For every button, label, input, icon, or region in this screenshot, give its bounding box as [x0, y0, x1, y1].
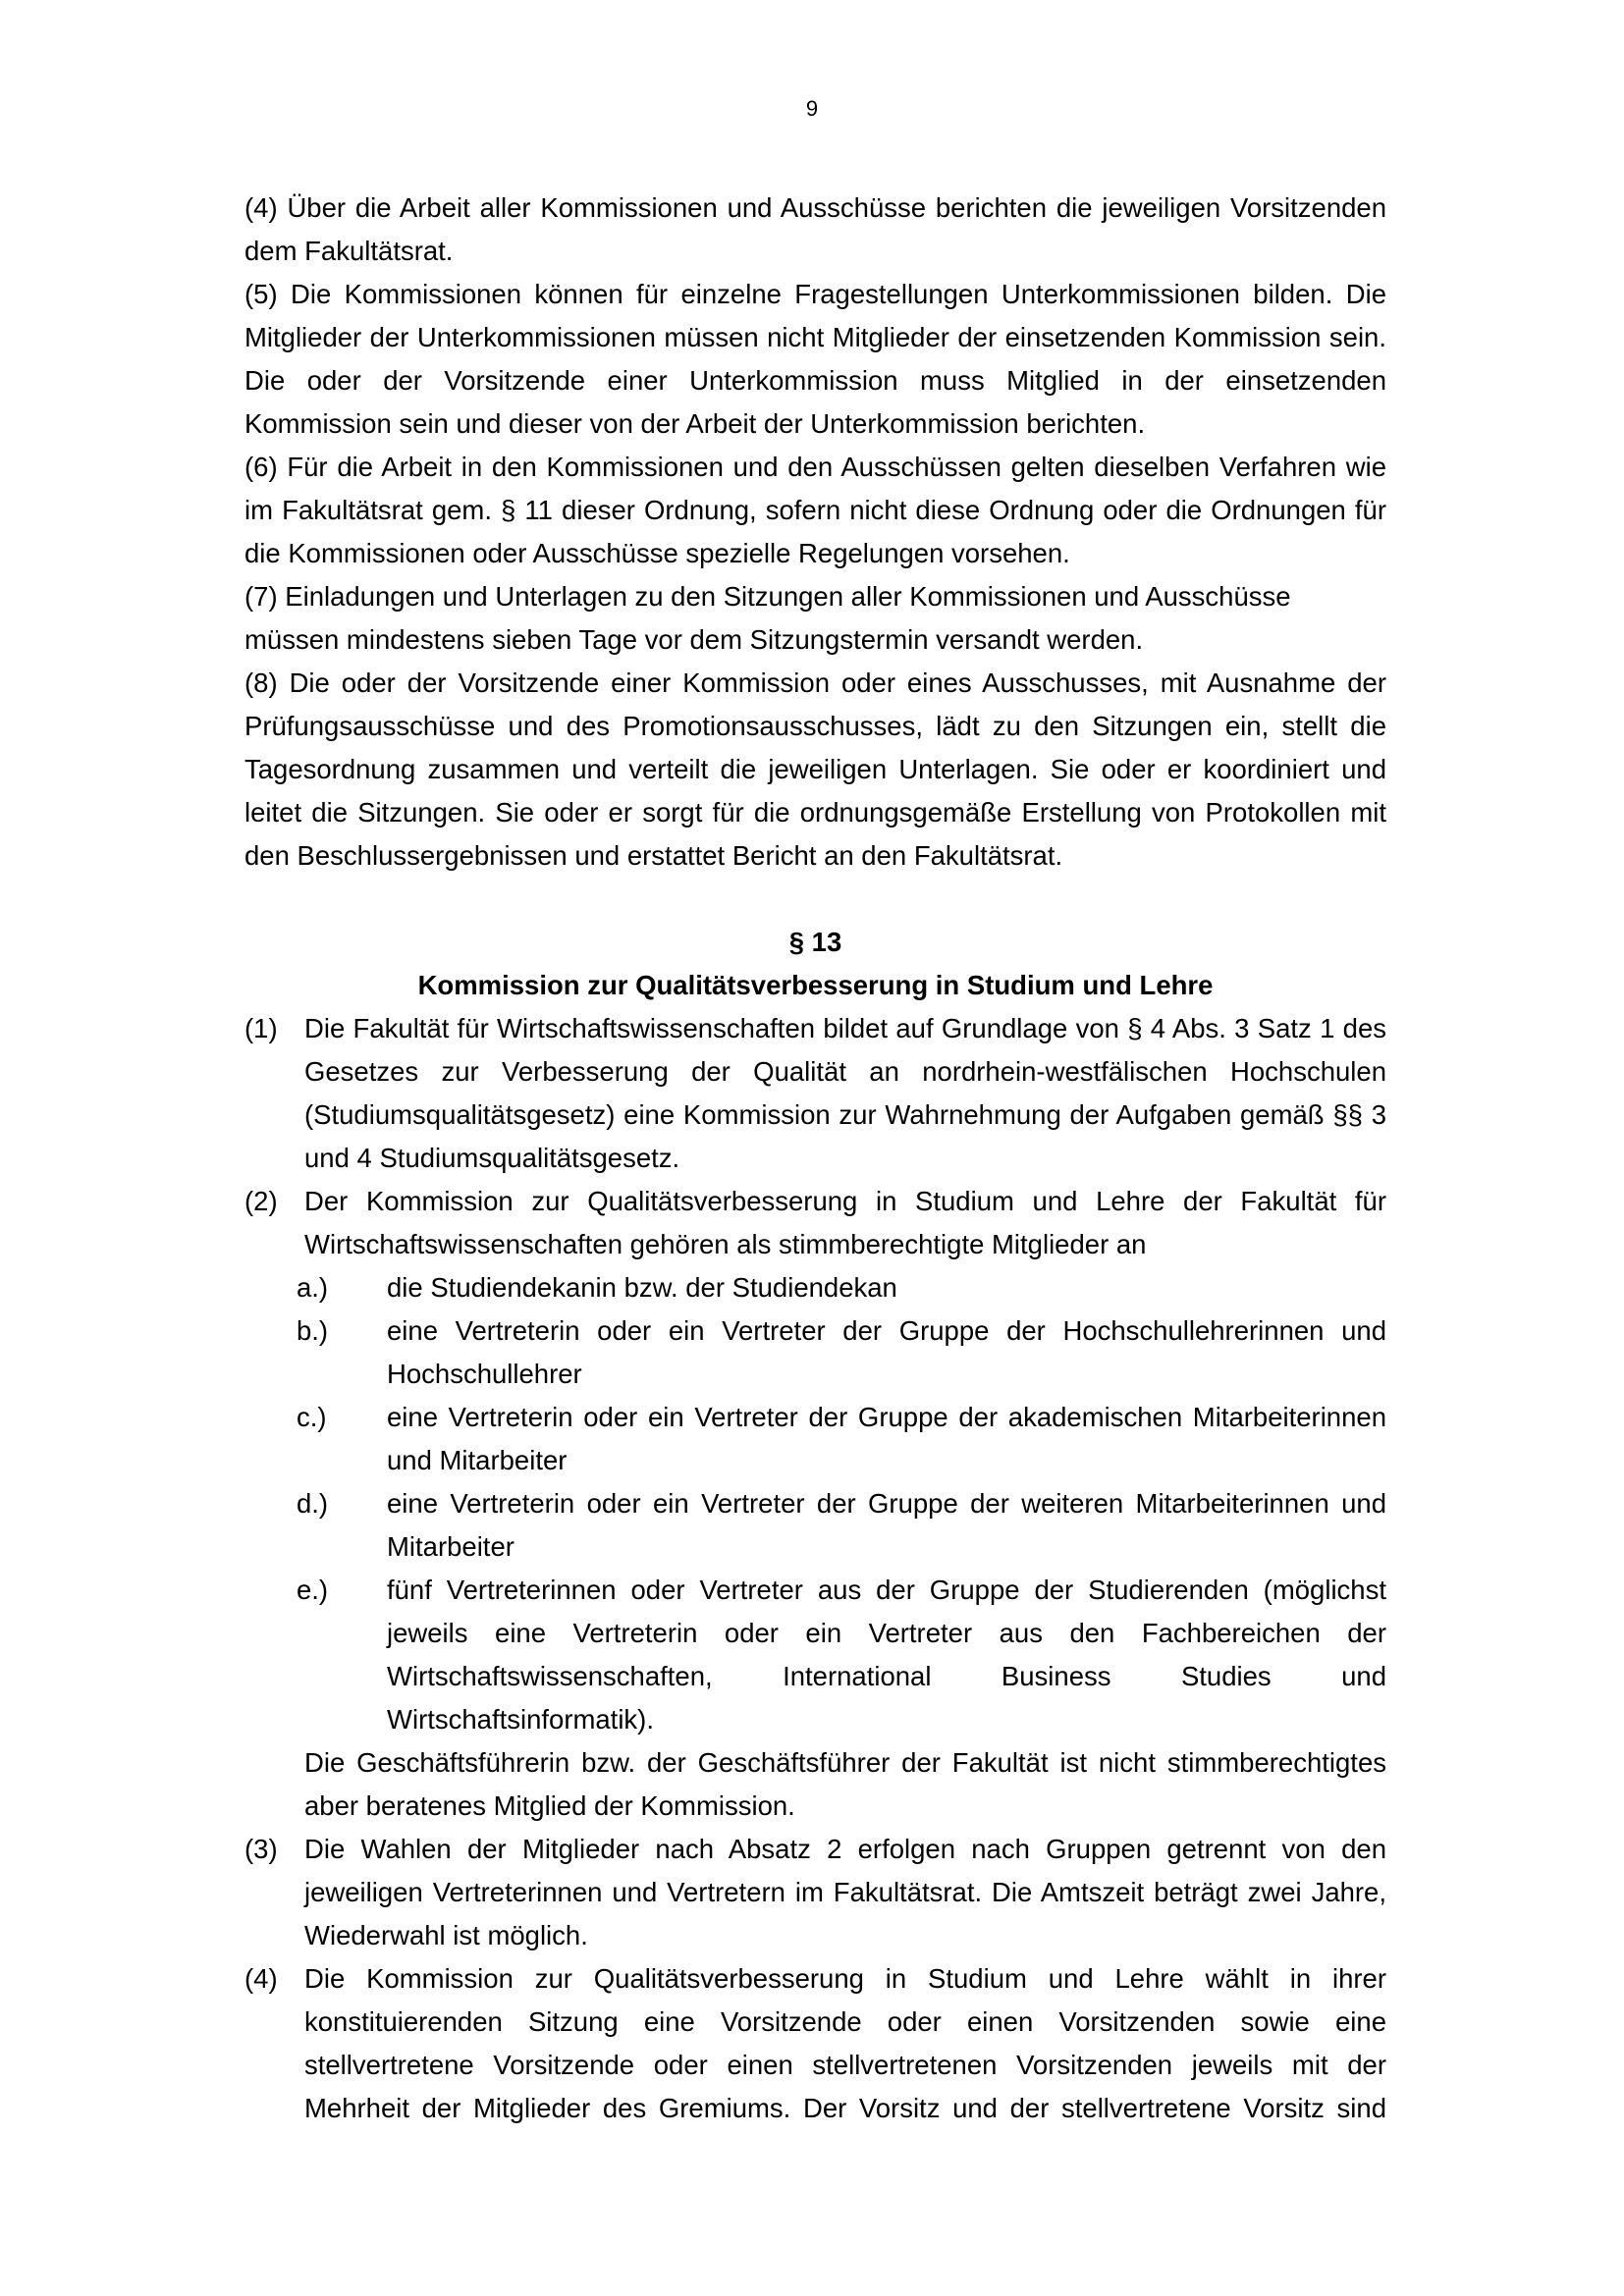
item-number: (1) — [244, 1013, 278, 1043]
sub-item-text-continued: Wirtschaftsinformatik). — [387, 1704, 654, 1735]
item-text: Die Kommission zur Qualitätsverbesserung in Studium und Lehre wählt in ihrer konstituierenden Sitzung eine Vorsitzende oder einen Vorsitzenden sowie eine stellvertretene Vorsitzende oder einen stellvertretenen Vorsitzenden jeweils mit der Mehrheit der Mitglieder des Gremiums. Der Vorsitz und der stellvertretene Vorsitz sind — [304, 1963, 1386, 2123]
section-item-1 — [244, 1007, 1386, 1180]
item-closing-text: Die Geschäftsführerin bzw. der Geschäftsführer der Fakultät ist nicht stimmberechtigtes aber beratenes Mitglied der Kommission. — [304, 1747, 1386, 1821]
sub-item-text: die Studiendekanin bzw. der Studiendekan — [387, 1272, 897, 1303]
item-body — [297, 1180, 1386, 1828]
sub-item-number: c.) — [297, 1402, 327, 1432]
document-body — [244, 187, 1386, 2130]
sub-item-text: eine Vertreterin oder ein Vertreter der Gruppe der Hochschullehrerinnen und Hochschullehrer — [387, 1315, 1386, 1389]
paragraph-4: (4) Über die Arbeit aller Kommissionen und Ausschüsse berichten die jeweiligen Vorsitzenden dem Fakultätsrat. — [244, 192, 1386, 266]
paragraph-8: (8) Die oder der Vorsitzende einer Kommission oder eines Ausschusses, mit Ausnahme der Prüfungsausschüsse und des Promotionsausschusses, lädt zu den Sitzungen ein, stellt die Tagesordnung zusammen und verteilt die jeweiligen Unterlagen. Sie oder er koordiniert und leitet die Sitzungen. Sie oder er sorgt für die ordnungsgemäße Erstellung von Protokollen mit den Beschlussergebnissen und erstattet Bericht an den Fakultätsrat. — [244, 667, 1386, 871]
sub-item-text: eine Vertreterin oder ein Vertreter der Gruppe der weiteren Mitarbeiterinnen und Mitarbeiter — [387, 1488, 1386, 1562]
section-heading — [244, 921, 1386, 1007]
paragraph-7: (7) Einladungen und Unterlagen zu den Sitzungen aller Kommissionen und Ausschüsse müssen mindestens sieben Tage vor dem Sitzungstermin versandt werden. — [244, 581, 1291, 655]
sub-item-c — [297, 1396, 1386, 1482]
member-sublist — [297, 1266, 1386, 1741]
page-number: 9 — [805, 96, 819, 121]
sub-item-d — [297, 1482, 1386, 1569]
section-title: Kommission zur Qualitätsverbesserung in Studium und Lehre — [417, 970, 1214, 1000]
item-text: Die Fakultät für Wirtschaftswissenschaften bildet auf Grundlage von § 4 Abs. 3 Satz 1 des Gesetzes zur Verbesserung der Qualität an nordrhein-westfälischen Hochschulen (Studiumsqualitätsgesetz) eine Kommission zur Wahrnehmung der Aufgaben gemäß §§ 3 und 4 Studiumsqualitätsgesetz. — [304, 1013, 1386, 1173]
item-text: Der Kommission zur Qualitätsverbesserung in Studium und Lehre der Fakultät für Wirtschaftswissenschaften gehören als stimmberechtigte Mitglieder an — [304, 1186, 1386, 1259]
item-number: (2) — [244, 1186, 278, 1216]
sub-item-number: d.) — [297, 1488, 329, 1519]
sub-item-number: a.) — [297, 1272, 329, 1303]
item-number: (3) — [244, 1834, 278, 1864]
sub-item-number: e.) — [297, 1575, 329, 1605]
sub-item-number: b.) — [297, 1315, 329, 1346]
sub-item-a — [297, 1266, 1386, 1309]
item-text: Die Wahlen der Mitglieder nach Absatz 2 erfolgen nach Gruppen getrennt von den jeweiligen Vertreterinnen und Vertretern im Fakultätsrat. Die Amtszeit beträgt zwei Jahre, Wiederwahl ist möglich. — [304, 1834, 1386, 1950]
sub-item-text: eine Vertreterin oder ein Vertreter der Gruppe der akademischen Mitarbeiterinnen und Mitarbeiter — [387, 1402, 1386, 1475]
paragraph-5: (5) Die Kommissionen können für einzelne Fragestellungen Unterkommissionen bilden. Die Mitglieder der Unterkommissionen müssen nicht Mitglieder der einsetzenden Kommission sein. Die oder der Vorsitzende einer Unterkommission muss Mitglied in der einsetzenden Kommission sein und dieser von der Arbeit der Unterkommission berichten. — [244, 279, 1386, 439]
section-number: § 13 — [788, 927, 842, 957]
section-item-2 — [244, 1180, 1386, 1828]
section-item-list — [244, 1007, 1386, 2130]
item-number: (4) — [244, 1963, 278, 1994]
sub-item-text-block — [387, 1569, 1386, 1741]
sub-item-e — [297, 1569, 1386, 1741]
sub-item-b — [297, 1309, 1386, 1396]
paragraph-6: (6) Für die Arbeit in den Kommissionen und den Ausschüssen gelten dieselben Verfahren wie im Fakultätsrat gem. § 11 dieser Ordnung, sofern nicht diese Ordnung oder die Ordnungen für die Kommissionen oder Ausschüsse spezielle Regelungen vorsehen. — [244, 452, 1386, 568]
sub-item-text: fünf Vertreterinnen oder Vertreter aus der Gruppe der Studierenden (möglichst jeweils eine Vertreterin oder ein Vertreter aus den Fachbereichen der Wirtschaftswissenschaften, International Business Studies und — [387, 1575, 1386, 1691]
section-item-3 — [244, 1828, 1386, 1957]
section-item-4 — [244, 1957, 1386, 2130]
